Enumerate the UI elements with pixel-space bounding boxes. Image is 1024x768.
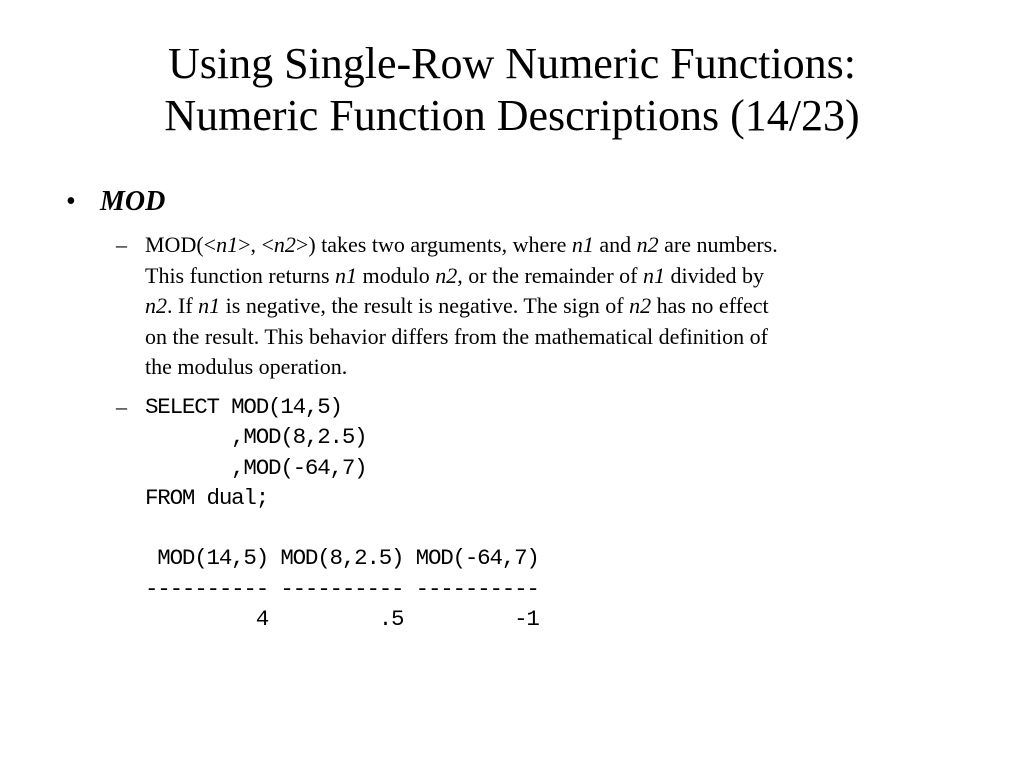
italic-run: n1 [198,293,221,318]
italic-run: n1 [216,232,239,257]
mod-description [145,230,975,383]
slide-title [0,38,1024,142]
title-line-1: Using Single-Row Numeric Functions: [167,39,857,88]
description-line-5: the modulus operation. [145,354,348,379]
italic-run: n1 [642,262,665,288]
text-run: modulo [357,262,436,288]
italic-run: n2 [629,293,652,318]
sub-bullet-dash-2: – [116,394,127,419]
sql-code-block: SELECT MOD(14,5) ,MOD(8,2.5) ,MOD(-64,7) FROM dual; MOD(14,5) MOD(8,2.5) MOD(-64,7) ---------- ---------- ---------- 4 .5 -1 [145,394,539,633]
text-run: is negative, the result is negative. The sign of [220,293,630,318]
text-run: are numbers. [658,232,778,257]
italic-run: n2 [636,232,659,257]
italic-run: n2 [273,232,296,257]
text-run: This function returns [145,262,336,288]
description-line-1 [145,230,975,261]
italic-run: n1 [571,232,594,257]
text-run: divided by [664,262,764,288]
title-line-2: Numeric Function Descriptions (14/23) [164,91,860,140]
text-run: >) takes two arguments, where [295,232,572,257]
text-run: and [593,232,637,257]
description-line-4: on the result. This behavior differs from the mathematical definition of [145,323,768,349]
italic-run: n2 [435,262,458,288]
italic-run: n1 [335,262,358,288]
italic-run: n2 [145,293,167,318]
text-run: . If [167,293,199,318]
text-run: >, < [238,232,274,257]
sub-bullet-dash-1: – [116,232,127,257]
description-line-3 [145,291,975,322]
text-run: , or the remainder of [457,262,643,288]
bullet-heading: MOD [100,186,166,217]
text-run: MOD(< [145,232,217,257]
text-run: has no effect [651,293,769,318]
bullet-icon: • [66,186,76,217]
description-line-2 [145,261,975,292]
